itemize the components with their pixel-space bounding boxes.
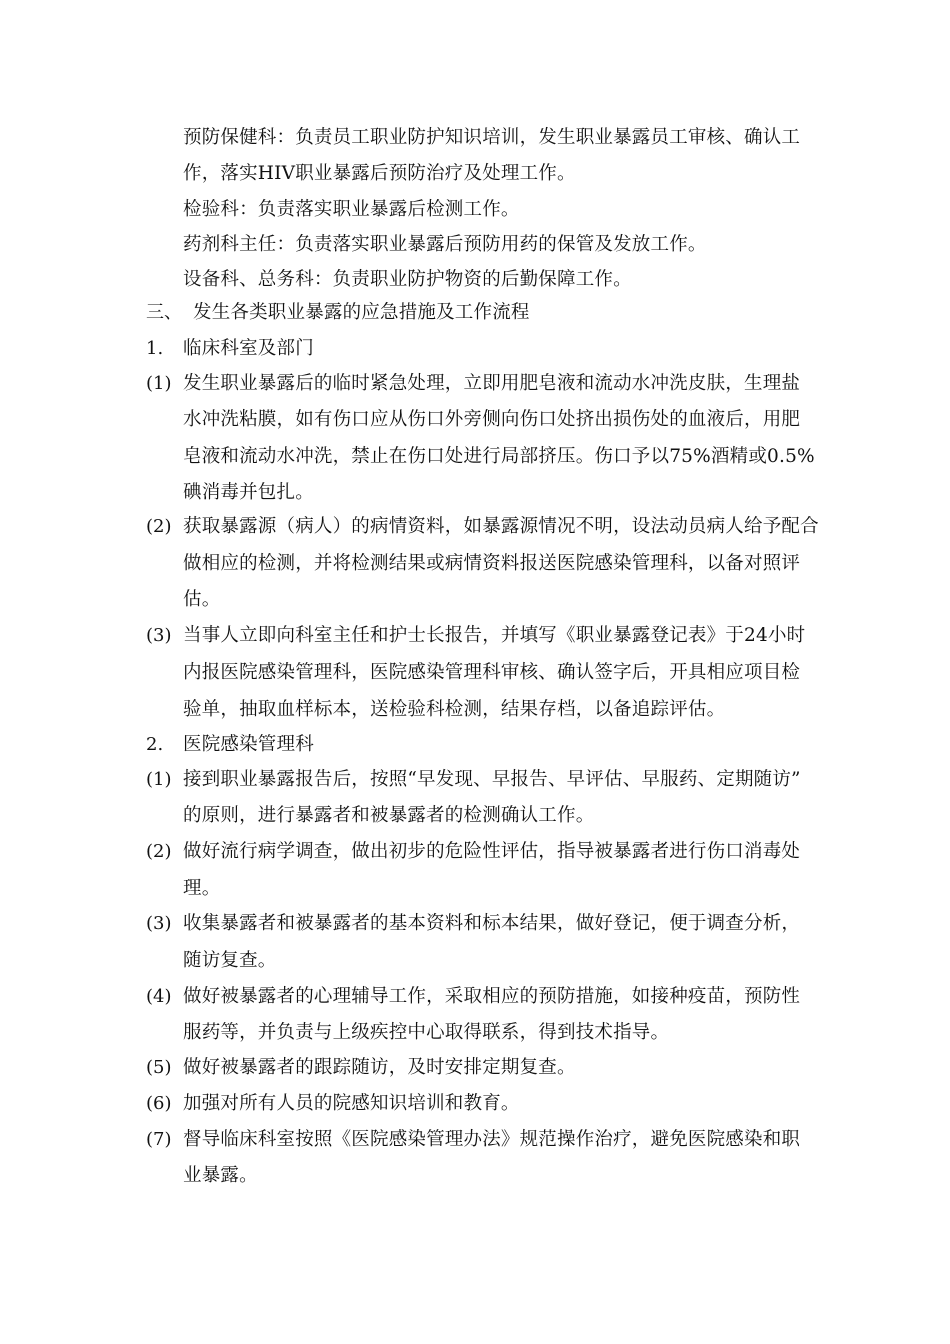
intro-line-1: 预防保健科：负责员工职业防护知识培训，发生职业暴露员工审核、确认工 xyxy=(183,127,801,148)
sub2-item-4-number: (4) xyxy=(146,986,172,1007)
section-3-number: 三、 xyxy=(146,302,182,323)
sub1-item-1-line-2: 水冲洗粘膜，如有伤口应从伤口外旁侧向伤口处挤出损伤处的血液后，用肥 xyxy=(183,409,801,430)
sub1-item-2-line-3: 估。 xyxy=(183,589,221,610)
sub1-item-2-line-1: 获取暴露源（病人）的病情资料，如暴露源情况不明，设法动员病人给予配合 xyxy=(183,516,819,537)
sub1-item-2-line-2: 做相应的检测，并将检测结果或病情资料报送医院感染管理科，以备对照评 xyxy=(183,553,801,574)
sub1-item-1-line-1: 发生职业暴露后的临时紧急处理，立即用肥皂液和流动水冲洗皮肤，生理盐 xyxy=(183,373,801,394)
sub1-item-3-line-3: 验单，抽取血样标本，送检验科检测，结果存档，以备追踪评估。 xyxy=(183,699,726,720)
sub2-item-1-number: (1) xyxy=(146,769,172,790)
intro-line-5: 设备科、总务科：负责职业防护物资的后勤保障工作。 xyxy=(183,269,632,290)
sub2-item-3-line-2: 随访复查。 xyxy=(183,950,277,971)
sub1-number: 1. xyxy=(146,338,164,359)
intro-line-2: 作，落实HIV职业暴露后预防治疗及处理工作。 xyxy=(183,163,576,184)
sub2-item-2-line-2: 理。 xyxy=(183,878,221,899)
sub2-item-5-number: (5) xyxy=(146,1057,172,1078)
sub2-item-5-line-1: 做好被暴露者的跟踪随访，及时安排定期复查。 xyxy=(183,1057,576,1078)
sub2-item-3-line-1: 收集暴露者和被暴露者的基本资料和标本结果，做好登记，便于调查分析， xyxy=(183,913,801,934)
sub2-item-7-line-1: 督导临床科室按照《医院感染管理办法》规范操作治疗，避免医院感染和职 xyxy=(183,1129,801,1150)
sub2-item-7-line-2: 业暴露。 xyxy=(183,1165,258,1186)
sub2-item-1-line-1: 接到职业暴露报告后，按照“早发现、早报告、早评估、早服药、定期随访” xyxy=(183,769,801,790)
sub1-title: 临床科室及部门 xyxy=(183,338,314,359)
sub1-item-1-number: (1) xyxy=(146,373,172,394)
section-3-title: 发生各类职业暴露的应急措施及工作流程 xyxy=(193,302,530,323)
sub2-number: 2. xyxy=(146,734,164,755)
intro-line-3: 检验科：负责落实职业暴露后检测工作。 xyxy=(183,199,520,220)
sub2-item-1-line-2: 的原则，进行暴露者和被暴露者的检测确认工作。 xyxy=(183,805,595,826)
sub2-item-6-number: (6) xyxy=(146,1093,172,1114)
sub2-item-2-line-1: 做好流行病学调查，做出初步的危险性评估，指导被暴露者进行伤口消毒处 xyxy=(183,841,801,862)
sub2-item-4-line-2: 服药等，并负责与上级疾控中心取得联系，得到技术指导。 xyxy=(183,1022,670,1043)
sub2-item-4-line-1: 做好被暴露者的心理辅导工作，采取相应的预防措施，如接种疫苗，预防性 xyxy=(183,986,801,1007)
sub2-item-6-line-1: 加强对所有人员的院感知识培训和教育。 xyxy=(183,1093,520,1114)
sub1-item-3-line-2: 内报医院感染管理科，医院感染管理科审核、确认签字后，开具相应项目检 xyxy=(183,662,801,683)
sub1-item-3-line-1: 当事人立即向科室主任和护士长报告，并填写《职业暴露登记表》于24小时 xyxy=(183,625,806,646)
sub1-item-1-line-4: 碘消毒并包扎。 xyxy=(183,482,314,503)
sub2-item-2-number: (2) xyxy=(146,841,172,862)
intro-line-4: 药剂科主任：负责落实职业暴露后预防用药的保管及发放工作。 xyxy=(183,234,707,255)
sub2-item-3-number: (3) xyxy=(146,913,172,934)
sub2-title: 医院感染管理科 xyxy=(183,734,314,755)
sub1-item-1-line-3: 皂液和流动水冲洗，禁止在伤口处进行局部挤压。伤口予以75%酒精或0.5% xyxy=(183,446,815,467)
sub1-item-2-number: (2) xyxy=(146,516,172,537)
sub2-item-7-number: (7) xyxy=(146,1129,172,1150)
sub1-item-3-number: (3) xyxy=(146,625,172,646)
